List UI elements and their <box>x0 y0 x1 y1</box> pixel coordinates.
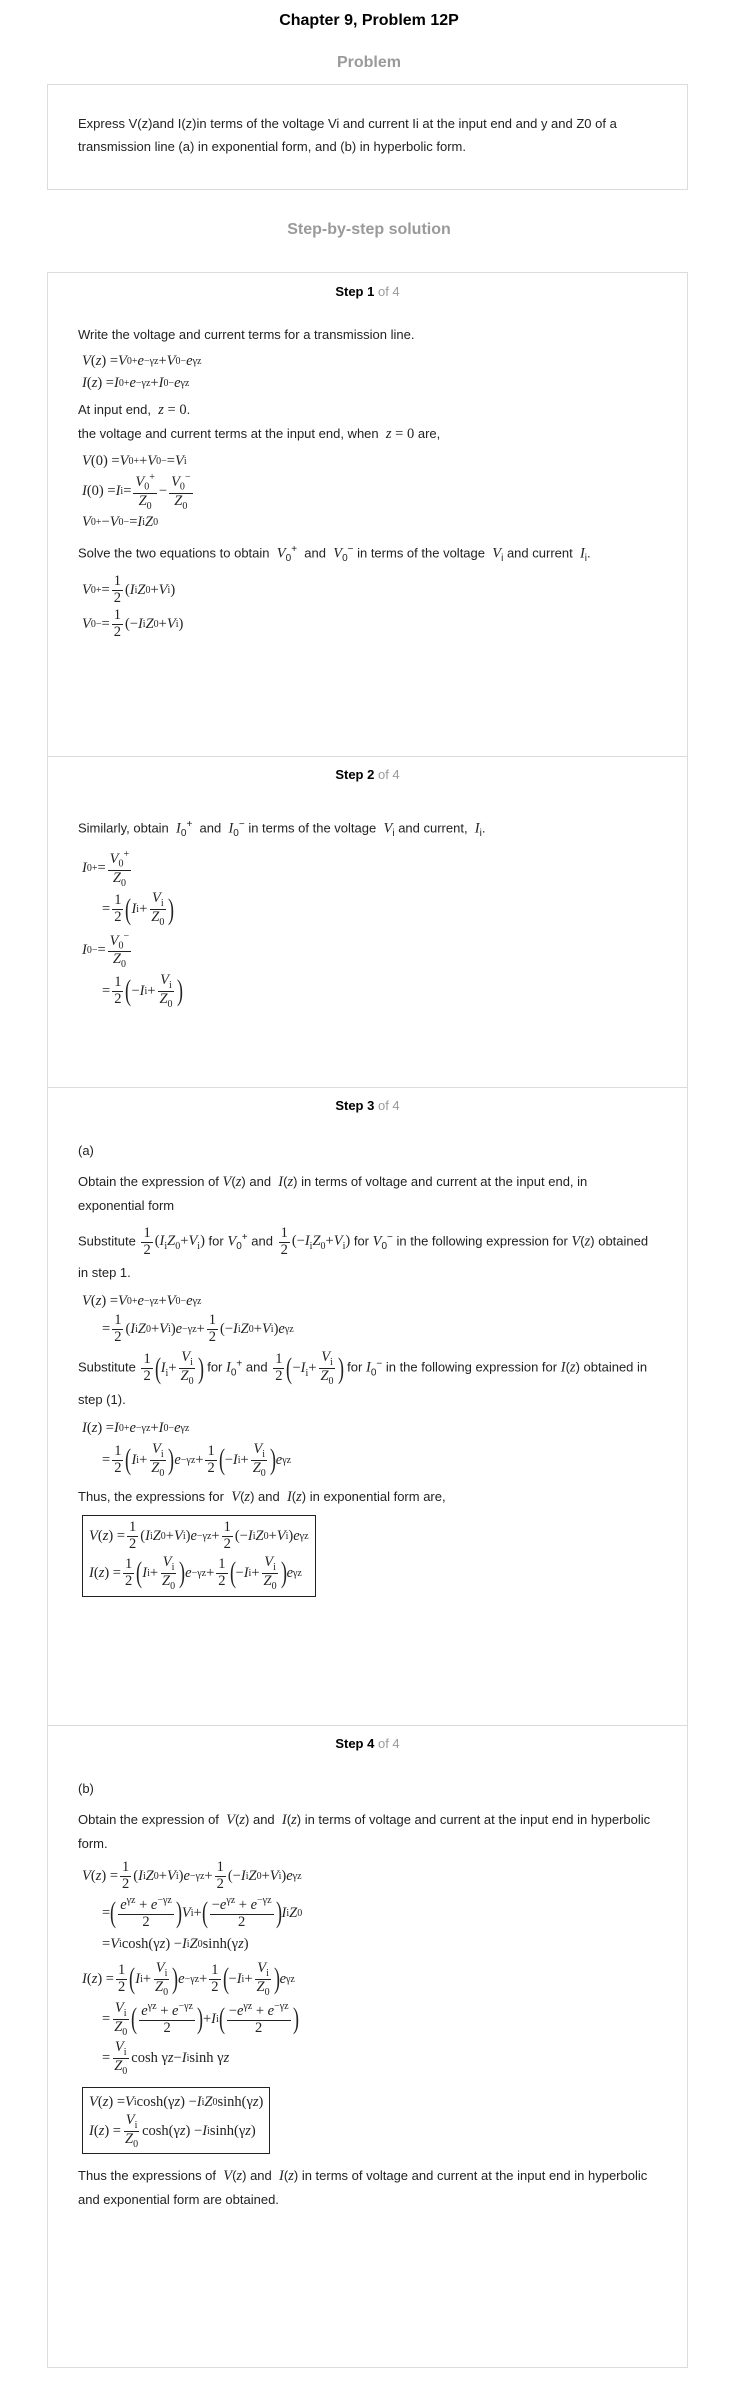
step-2-title: Step 2 of 4 <box>335 767 400 782</box>
step-1-intro: Write the voltage and current terms for a transmission line. <box>78 327 415 342</box>
solved-v0-equations: V 0 + = $\frac{1}{2}$ ( I i Z 0 + V i ) V 0 − = $\frac{1}{2}$ (− I i Z 0 + V i ) <box>82 573 184 641</box>
hyperbolic-current-derivation: I ( z ) = $\frac{1}{2}$ ( I i + $\frac{V_i}{Z_0}$ ) e −γz + $\frac{1}{2}$ ( − I i + $\frac{V_i}{Z_0}$ ) e γz = $\frac{V_i}{Z_0}$ ( $\frac{e^{\gamma z} + e^{-\gamma z}}{2}$ ) + I i ( $\frac{-e^{\gamma z} + e^{-\gamma z}}{2}$ ) = $\frac{V_i}{Z_0}$ cosh γ z − I i sinh γ z <box>82 1959 299 2077</box>
at-input-text: At input end, <box>78 402 151 417</box>
step-2-equations: I 0 + = $\frac{V_0^+}{Z_0}$ = $\frac{1}{2}$ ( I i + $\frac{V_i}{Z_0}$ ) I 0 − = $\frac{V_0^-}{Z_0}$ = $\frac{1}{2}$ ( − I i + $\frac{V_i}{Z_0}$ ) <box>82 848 183 1010</box>
step-1: Step 1 of 4 Write the voltage and current terms for a transmission line. V ( z ) = V 0 + e −γz + V 0 − e γz I ( z ) = I 0 + e −γz + I 0 − e γz At input end, z = 0. the voltage and current terms at the input end, when z = 0 are, V (0) = V 0 + + V 0 − = V i I (0) = I i = $\frac{V_0^+}{Z_0}$ − $\frac{V_0^-}{Z_0}$ V 0 + − V 0 − = I i Z 0 Solve the two equations to obtain $V_0^+$ and $V_0^-$ in terms of the voltage $V_i$ and current $I_i$. V 0 + = $\frac{1}{2}$ ( I i Z 0 + V i ) V 0 − = $\frac{1}{2}$ (− I i Z 0 + V i ) <box>48 273 687 757</box>
hyperbolic-form-result: V ( z ) = V i cosh(γ z ) − I i Z 0 sinh(γ z ) I ( z ) = $\frac{V_i}{Z_0}$ cosh(γ z ) − I i sinh(γ z ) <box>82 2087 270 2154</box>
exponential-form-result: V ( z ) = $\frac{1}{2}$ ( I i Z 0 + V i ) e −γz + $\frac{1}{2}$ (− I i Z 0 + V i ) e γz I ( z ) = $\frac{1}{2}$ ( I i + $\frac{V_i}{Z_0}$ ) e −γz + $\frac{1}{2}$ ( − I i + $\frac{V_i}{Z_0}$ ) e γz <box>82 1515 316 1597</box>
solution-heading: Step-by-step solution <box>287 221 451 238</box>
problem-box <box>47 84 688 190</box>
voltage-current-equations: V ( z ) = V 0 + e −γz + V 0 − e γz I ( z ) = I 0 + e −γz + I 0 − e γz <box>82 352 202 391</box>
step-3: Step 3 of 4 (a) Obtain the expression of V(z) and I(z) in terms of voltage and current at the input end, in exponential form Substitute $\frac{1}{2}$ $(I_iZ_0+V_i)$ for $V_0^+$ and $\frac{1}{2}$ $(-I_iZ_0+V_i)$ for $V_0^-$ in the following expression for V(z) obtained in step 1. V ( z ) = V 0 + e −γz + V 0 − e γz = $\frac{1}{2}$ ( I i Z 0 + V i ) e −γz + $\frac{1}{2}$ (− I i Z 0 + V i ) e γz Substitute $\frac{1}{2}$ ($I_i+$ $\frac{V_i}{Z_0}$ ) for $I_0^+$ and $\frac{1}{2}$ ($-I_i+$ $\frac{V_i}{Z_0}$ ) for $I_0^-$ in the following expression for I(z) obtained in step (1). I ( z ) = I 0 + e −γz + I 0 − e γz = $\frac{1}{2}$ ( I i + $\frac{V_i}{Z_0}$ ) e −γz + $\frac{1}{2}$ ( − I i + $\frac{V_i}{Z_0}$ ) e γz Thus, the expressions for V(z) and I(z) in exponential form are, V ( z ) = $\frac{1}{2}$ ( I i Z 0 + V i ) e −γz + $\frac{1}{2}$ (− I i Z 0 + V i ) e γz I ( z ) = $\frac{1}{2}$ ( I i + $\frac{V_i}{Z_0}$ ) e −γz + $\frac{1}{2}$ ( − I i + $\frac{V_i}{Z_0}$ ) e γz <box>48 1087 687 1726</box>
hyperbolic-voltage-derivation: V ( z ) = $\frac{1}{2}$ ( I i Z 0 + V i ) e −γz + $\frac{1}{2}$ (− I i Z 0 + V i ) e γz = ( $\frac{e^{\gamma z} + e^{-\gamma z}}{2}$ ) V i + ( $\frac{-e^{\gamma z} + e^{-\gamma z}}{2}$ ) I i Z 0 = V i cosh(γ z ) − I i Z 0 sinh(γ z ) <box>82 1858 303 1952</box>
step-2: Step 2 of 4 Similarly, obtain $I_0^+$ and $I_0^-$ in terms of the voltage $V_i$ and current, $I_i$. I 0 + = $\frac{V_0^+}{Z_0}$ = $\frac{1}{2}$ ( I i + $\frac{V_i}{Z_0}$ ) I 0 − = $\frac{V_0^-}{Z_0}$ = $\frac{1}{2}$ ( − I i + $\frac{V_i}{Z_0}$ ) <box>48 756 687 1088</box>
solution-box <box>47 272 688 2368</box>
chapter-title: Chapter 9, Problem 12P <box>279 12 459 29</box>
part-a-label: (a) <box>78 1143 94 1158</box>
step-3-current-equations: I ( z ) = I 0 + e −γz + I 0 − e γz = $\frac{1}{2}$ ( I i + $\frac{V_i}{Z_0}$ ) e −γz + $\frac{1}{2}$ ( − I i + $\frac{V_i}{Z_0}$ ) e γz <box>82 1419 292 1479</box>
step-3-title: Step 3 of 4 <box>335 1098 400 1113</box>
step-3-voltage-equations: V ( z ) = V 0 + e −γz + V 0 − e γz = $\frac{1}{2}$ ( I i Z 0 + V i ) e −γz + $\frac{1}{2}$ (− I i Z 0 + V i ) e γz <box>82 1292 294 1345</box>
problem-heading: Problem <box>336 54 401 71</box>
step-4-title: Step 4 of 4 <box>335 1736 400 1751</box>
condition-text: the voltage and current terms at the input end, when <box>78 426 379 441</box>
part-b-label: (b) <box>78 1781 94 1796</box>
step-1-title: Step 1 of 4 <box>335 284 400 299</box>
problem-text: Express V(z)and I(z)in terms of the voltage Vi and current Ii at the input end and y and Z0 of a transmission line (a) in exponential form, and (b) in hyperbolic form. <box>78 116 617 154</box>
input-end-equations: V (0) = V 0 + + V 0 − = V i I (0) = I i = $\frac{V_0^+}{Z_0}$ − $\frac{V_0^-}{Z_0}$ V 0 + − V 0 − = I i Z 0 <box>82 452 191 531</box>
step-4: Step 4 of 4 (b) Obtain the expression of V(z) and I(z) in terms of voltage and current at the input end in hyperbolic form. V ( z ) = $\frac{1}{2}$ ( I i Z 0 + V i ) e −γz + $\frac{1}{2}$ (− I i Z 0 + V i ) e γz = ( $\frac{e^{\gamma z} + e^{-\gamma z}}{2}$ ) V i + ( $\frac{-e^{\gamma z} + e^{-\gamma z}}{2}$ ) I i Z 0 = V i cosh(γ z ) − I i Z 0 sinh(γ z ) I ( z ) = $\frac{1}{2}$ ( I i + $\frac{V_i}{Z_0}$ ) e −γz + $\frac{1}{2}$ ( − I i + $\frac{V_i}{Z_0}$ ) e γz = $\frac{V_i}{Z_0}$ ( $\frac{e^{\gamma z} + e^{-\gamma z}}{2}$ ) + I i ( $\frac{-e^{\gamma z} + e^{-\gamma z}}{2}$ ) = $\frac{V_i}{Z_0}$ cosh γ z − I i sinh γ z V ( z ) = V i cosh(γ z ) − I i Z 0 sinh(γ z ) I ( z ) = $\frac{V_i}{Z_0}$ cosh(γ z ) − I i sinh(γ z ) Thus the expressions of V(z) and I(z) in terms of voltage and current at the input end in hyperbolic and exponential form are obtained. <box>48 1725 687 2367</box>
